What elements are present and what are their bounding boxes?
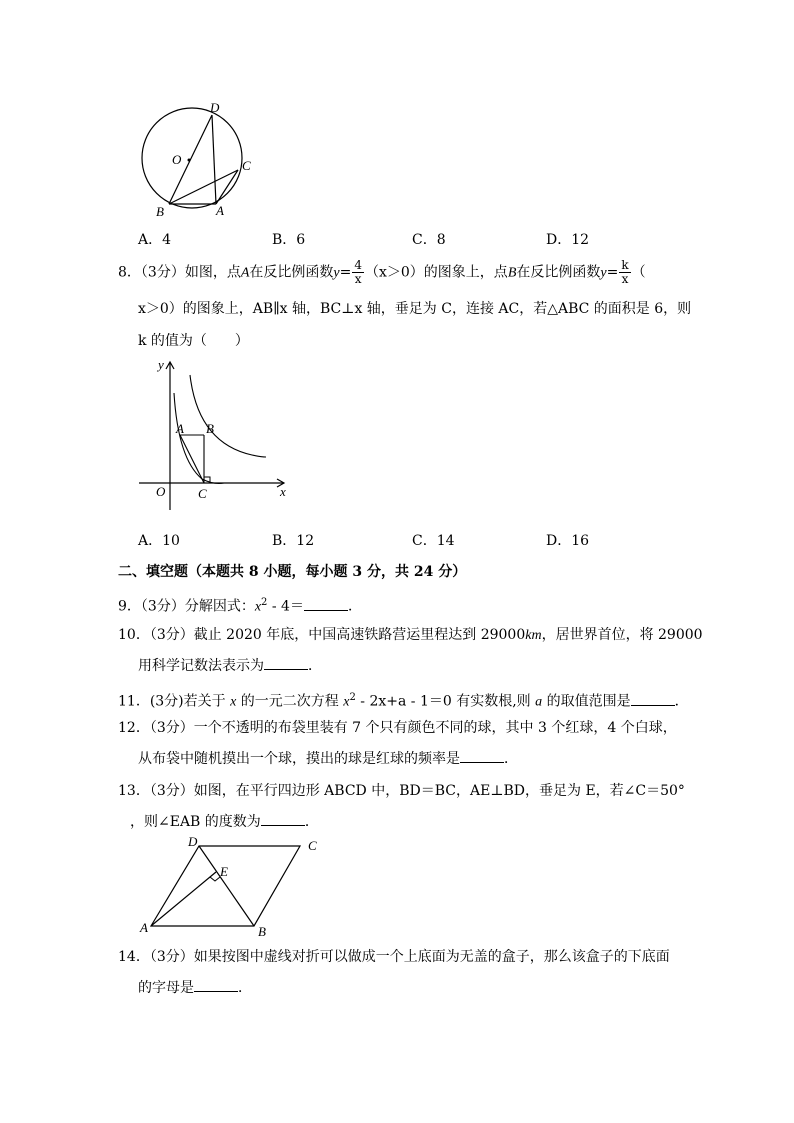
label-c: C: [242, 158, 251, 173]
section-heading: 二、填空题（本题共 8 小题，每小题 3 分，共 24 分）: [118, 564, 467, 580]
q12-line1: 12．（3分）一个不透明的布袋里装有 7 个只有颜色不同的球，其中 3 个红球，4 个白球，: [118, 720, 677, 736]
q13-parallelogram-figure: [136, 834, 336, 938]
q13-line2: ，则∠EAB 的度数为 ．: [130, 814, 319, 830]
answer-blank: [194, 979, 238, 992]
label-d: D: [188, 834, 198, 849]
label-b: B: [258, 924, 266, 938]
label-o: O: [172, 152, 182, 167]
q8-option-a: A．10: [138, 533, 180, 549]
label-a: A: [176, 421, 184, 436]
q10-line1: 10．（3分）截止 2020 年底，中国高速铁路营运里程达到 29000km，居世界首位，将 29000: [118, 627, 703, 643]
label-x: x: [280, 484, 286, 499]
q8-line3: k 的值为（ ）: [138, 333, 249, 349]
answer-blank: [304, 598, 348, 611]
q12-line2: 从布袋中随机摸出一个球，摸出的球是红球的频率是 ．: [138, 751, 518, 767]
q7-circle-figure: [136, 98, 266, 223]
fraction-k-over-x: $\frac{k}{x}$: [621, 258, 629, 286]
q10-line2: 用科学记数法表示为 ．: [138, 658, 322, 674]
right-angle-mark: [210, 877, 220, 881]
q8-graph-figure: [134, 355, 294, 520]
label-c: C: [308, 838, 317, 853]
label-a: A: [216, 203, 224, 218]
label-d: D: [210, 100, 220, 115]
q8-option-c: C．14: [412, 533, 455, 549]
q11: 11．(3分)若关于 x 的一元二次方程 $x^2 - 2x+a - 1=0$ 有实数根,则 a 的取值范围是 ．: [118, 692, 689, 710]
q14-line1: 14．（3分）如果按图中虚线对折可以做成一个上底面为无盖的盒子，那么该盒子的下底面: [118, 949, 670, 965]
diagonal-bd: [199, 846, 254, 926]
label-a: A: [140, 920, 148, 935]
q7-option-d: D．12: [546, 232, 590, 248]
answer-blank: [261, 813, 305, 826]
q7-option-a: A．4: [138, 232, 172, 248]
q8-option-b: B．12: [272, 533, 315, 549]
q8-option-d: D．16: [546, 533, 590, 549]
label-o: O: [156, 484, 166, 499]
q8-line2: x＞0）的图象上，AB∥x 轴，BC⊥x 轴，垂足为 C，连接 AC，若△ABC 的面积是 6，则: [138, 301, 692, 317]
answer-blank: [460, 750, 504, 763]
q14-line2: 的字母是 ．: [138, 980, 252, 996]
segment-ae: [151, 872, 216, 926]
center-point: [188, 159, 191, 162]
segment-ac: [180, 435, 204, 483]
label-y: y: [158, 357, 164, 372]
label-b: B: [206, 421, 214, 436]
answer-blank: [264, 657, 308, 670]
q9: 9．（3分）分解因式：$x^2 - 4=$ ．: [118, 597, 362, 615]
q7-option-c: C．8: [412, 232, 446, 248]
label-b: B: [156, 204, 164, 219]
q13-line1: 13．（3分）如图，在平行四边形 ABCD 中，BD＝BC，AE⊥BD，垂足为 E，若∠C＝50°: [118, 783, 685, 799]
q8-line1: 8．（3分）如图，点A在反比例函数y= $\frac{4}{x}$ （x＞0）的图象上，点B在反比例函数y= $\frac{k}{x}$ （: [118, 258, 646, 286]
curve-k-over-x: [190, 375, 266, 457]
q7-option-b: B．6: [272, 232, 306, 248]
chord-da: [212, 115, 216, 204]
answer-blank: [631, 693, 675, 706]
fraction-4-over-x: $\frac{4}{x}$: [354, 258, 362, 286]
label-e: E: [220, 864, 228, 879]
parallelogram-abcd: [151, 846, 300, 926]
label-c: C: [198, 486, 207, 501]
